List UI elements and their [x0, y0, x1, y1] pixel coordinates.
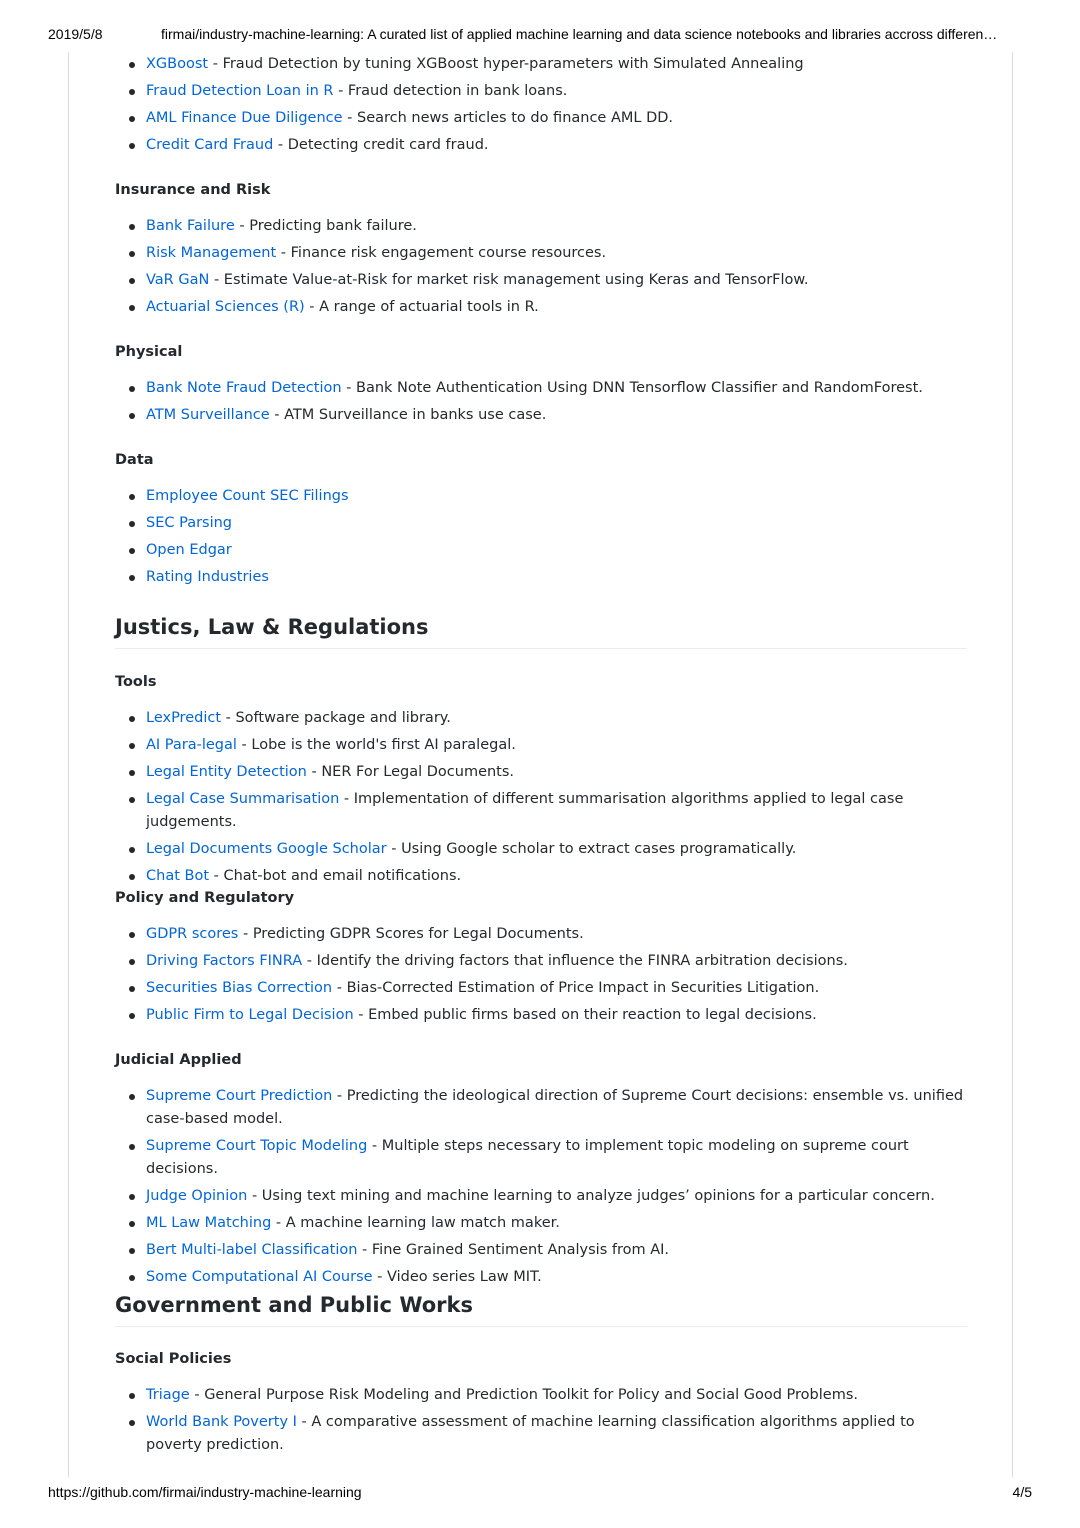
government-section: [115, 1290, 967, 1327]
link-separator: -: [386, 841, 402, 857]
resource-link[interactable]: Actuarial Sciences (R): [146, 299, 305, 315]
link-separator: -: [302, 953, 317, 969]
list-item: [115, 1239, 967, 1262]
fraud-list: [115, 53, 967, 157]
judicial-section: [115, 1049, 967, 1293]
link-separator: -: [273, 137, 288, 153]
link-separator: -: [271, 1215, 286, 1231]
list-item: [115, 1004, 967, 1027]
resource-description: Implementation of different summarisation algorithms applied to legal case judgements.: [146, 791, 904, 830]
resource-description: Bias-Corrected Estimation of Price Impact in Securities Litigation.: [346, 980, 820, 996]
link-separator: -: [209, 272, 224, 288]
list-item: [115, 1384, 967, 1407]
resource-description: Chat-bot and email notifications.: [223, 868, 462, 884]
physical-section: [115, 341, 967, 431]
resource-link[interactable]: Rating Industries: [146, 569, 269, 585]
resource-link[interactable]: Securities Bias Correction: [146, 980, 333, 996]
link-separator: -: [332, 1088, 347, 1104]
link-separator: -: [221, 710, 236, 726]
resource-description: Using Google scholar to extract cases programatically.: [401, 841, 797, 857]
resource-link[interactable]: Judge Opinion: [146, 1188, 248, 1204]
resource-link[interactable]: VaR GaN: [146, 272, 210, 288]
list-item: [115, 269, 967, 292]
physical-list: [115, 377, 967, 427]
link-separator: -: [236, 737, 252, 753]
social-list: [115, 1384, 967, 1457]
link-separator: -: [304, 299, 320, 315]
judicial-list: [115, 1085, 967, 1289]
resource-link[interactable]: Bank Failure: [146, 218, 235, 234]
print-url: https://github.com/firmai/industry-machine-learning: [48, 1484, 362, 1500]
resource-link[interactable]: Driving Factors FINRA: [146, 953, 303, 969]
link-separator: -: [269, 407, 285, 423]
policy-list: [115, 923, 967, 1027]
resource-link[interactable]: Bank Note Fraud Detection: [146, 380, 342, 396]
link-separator: -: [353, 1007, 369, 1023]
resource-description: Video series Law MIT.: [387, 1269, 542, 1285]
resource-link[interactable]: AI Para-legal: [146, 737, 237, 753]
social-section: [115, 1348, 967, 1461]
list-item: [115, 53, 967, 76]
resource-link[interactable]: Risk Management: [146, 245, 277, 261]
resource-link[interactable]: Supreme Court Prediction: [146, 1088, 333, 1104]
resource-link[interactable]: Fraud Detection Loan in R: [146, 83, 334, 99]
link-separator: -: [208, 56, 223, 72]
link-separator: -: [357, 1242, 372, 1258]
resource-description: Software package and library.: [235, 710, 451, 726]
list-item: [115, 734, 967, 757]
link-separator: -: [367, 1138, 382, 1154]
link-separator: -: [341, 380, 356, 396]
resource-link[interactable]: ATM Surveillance: [146, 407, 270, 423]
list-item: [115, 1135, 967, 1181]
resource-link[interactable]: SEC Parsing: [146, 515, 233, 531]
tools-section: [115, 671, 967, 892]
fraud-section: [115, 53, 967, 161]
list-item: [115, 761, 967, 784]
link-separator: -: [372, 1269, 387, 1285]
resource-description: Predicting bank failure.: [249, 218, 417, 234]
resource-description: Using text mining and machine learning to analyze judges’ opinions for a particular concern.: [261, 1188, 935, 1204]
link-separator: -: [339, 791, 354, 807]
resource-description: Embed public firms based on their reaction to legal decisions.: [368, 1007, 817, 1023]
tools-list: [115, 707, 967, 888]
justice-section: [115, 612, 967, 649]
policy-heading: Policy and Regulatory: [115, 890, 295, 906]
tools-heading: Tools: [115, 674, 157, 690]
justice-heading: Justics, Law & Regulations: [115, 612, 967, 649]
list-item: [115, 865, 967, 888]
list-item: [115, 1266, 967, 1289]
resource-description: Predicting GDPR Scores for Legal Documents.: [252, 926, 584, 942]
resource-link[interactable]: GDPR scores: [146, 926, 239, 942]
insurance-heading: Insurance and Risk: [115, 182, 271, 198]
list-item: [115, 707, 967, 730]
resource-link[interactable]: ML Law Matching: [146, 1215, 272, 1231]
list-item: [115, 1085, 967, 1131]
resource-description: Detecting credit card fraud.: [287, 137, 489, 153]
list-item: [115, 134, 967, 157]
link-separator: -: [276, 245, 291, 261]
list-item: [115, 1411, 967, 1457]
insurance-list: [115, 215, 967, 319]
resource-link[interactable]: Legal Documents Google Scholar: [146, 841, 387, 857]
resource-link[interactable]: Legal Entity Detection: [146, 764, 307, 780]
link-separator: -: [238, 926, 253, 942]
link-separator: -: [332, 980, 347, 996]
resource-link[interactable]: Supreme Court Topic Modeling: [146, 1138, 368, 1154]
policy-section: [115, 887, 967, 1031]
data-section: [115, 449, 967, 593]
list-item: [115, 512, 967, 535]
list-item: [115, 242, 967, 265]
resource-link[interactable]: Public Firm to Legal Decision: [146, 1007, 354, 1023]
print-header: [48, 26, 1032, 44]
resource-description: Identify the driving factors that influence the FINRA arbitration decisions.: [316, 953, 848, 969]
resource-description: Fraud Detection by tuning XGBoost hyper-parameters with Simulated Annealing: [222, 56, 804, 72]
social-heading: Social Policies: [115, 1351, 232, 1367]
resource-link[interactable]: Chat Bot: [146, 868, 209, 884]
physical-heading: Physical: [115, 344, 183, 360]
resource-description: A machine learning law match maker.: [285, 1215, 560, 1231]
resource-description: General Purpose Risk Modeling and Prediction Toolkit for Policy and Social Good Problems.: [204, 1387, 858, 1403]
list-item: [115, 788, 967, 834]
list-item: [115, 377, 967, 400]
resource-description: ATM Surveillance in banks use case.: [284, 407, 547, 423]
resource-link[interactable]: Some Computational AI Course: [146, 1269, 373, 1285]
print-page-title: firmai/industry-machine-learning: A curated list of applied machine learning and data science notebooks and libraries accross differen…: [161, 26, 998, 42]
link-separator: -: [306, 764, 322, 780]
resource-link[interactable]: AML Finance Due Diligence: [146, 110, 343, 126]
list-item: [115, 215, 967, 238]
list-item: [115, 539, 967, 562]
list-item: [115, 838, 967, 861]
resource-description: Finance risk engagement course resources.: [290, 245, 607, 261]
resource-link[interactable]: XGBoost: [146, 56, 209, 72]
resource-link[interactable]: LexPredict: [146, 710, 222, 726]
link-separator: -: [247, 1188, 262, 1204]
list-item: [115, 107, 967, 130]
list-item: [115, 923, 967, 946]
link-separator: -: [342, 110, 357, 126]
list-item: [115, 485, 967, 508]
judicial-heading: Judicial Applied: [115, 1052, 242, 1068]
print-footer: [48, 1484, 1032, 1502]
resource-description: Estimate Value-at-Risk for market risk management using Keras and TensorFlow.: [223, 272, 809, 288]
print-date: 2019/5/8: [48, 26, 103, 42]
resource-description: Fine Grained Sentiment Analysis from AI.: [371, 1242, 670, 1258]
resource-description: NER For Legal Documents.: [321, 764, 515, 780]
print-page-number: 4/5: [1012, 1484, 1032, 1500]
resource-description: Fraud detection in bank loans.: [347, 83, 568, 99]
list-item: [115, 950, 967, 973]
list-item: [115, 296, 967, 319]
list-item: [115, 80, 967, 103]
link-separator: -: [296, 1414, 312, 1430]
data-heading: Data: [115, 452, 154, 468]
resource-description: Lobe is the world's first AI paralegal.: [251, 737, 516, 753]
resource-link[interactable]: Bert Multi-label Classification: [146, 1242, 358, 1258]
resource-link[interactable]: Employee Count SEC Filings: [146, 488, 349, 504]
list-item: [115, 1212, 967, 1235]
resource-link[interactable]: Open Edgar: [146, 542, 232, 558]
list-item: [115, 977, 967, 1000]
resource-description: Multiple steps necessary to implement topic modeling on supreme court decisions.: [146, 1138, 909, 1177]
link-separator: -: [234, 218, 250, 234]
list-item: [115, 566, 967, 589]
list-item: [115, 1185, 967, 1208]
link-separator: -: [209, 868, 224, 884]
resource-link[interactable]: World Bank Poverty I: [146, 1414, 297, 1430]
insurance-section: [115, 179, 967, 323]
data-list: [115, 485, 967, 589]
frame-border-right: [1012, 52, 1013, 1477]
resource-description: A range of actuarial tools in R.: [319, 299, 539, 315]
government-heading: Government and Public Works: [115, 1290, 967, 1327]
resource-description: Predicting the ideological direction of Supreme Court decisions: ensemble vs. unified case-based model.: [146, 1088, 964, 1127]
list-item: [115, 404, 967, 427]
resource-link[interactable]: Credit Card Fraud: [146, 137, 274, 153]
resource-description: A comparative assessment of machine learning classification algorithms applied to poverty prediction.: [146, 1414, 915, 1453]
frame-border-left: [68, 52, 69, 1477]
link-separator: -: [333, 83, 348, 99]
resource-link[interactable]: Triage: [146, 1387, 190, 1403]
link-separator: -: [189, 1387, 205, 1403]
resource-description: Search news articles to do finance AML DD.: [357, 110, 674, 126]
resource-description: Bank Note Authentication Using DNN Tensorflow Classifier and RandomForest.: [356, 380, 923, 396]
resource-link[interactable]: Legal Case Summarisation: [146, 791, 340, 807]
